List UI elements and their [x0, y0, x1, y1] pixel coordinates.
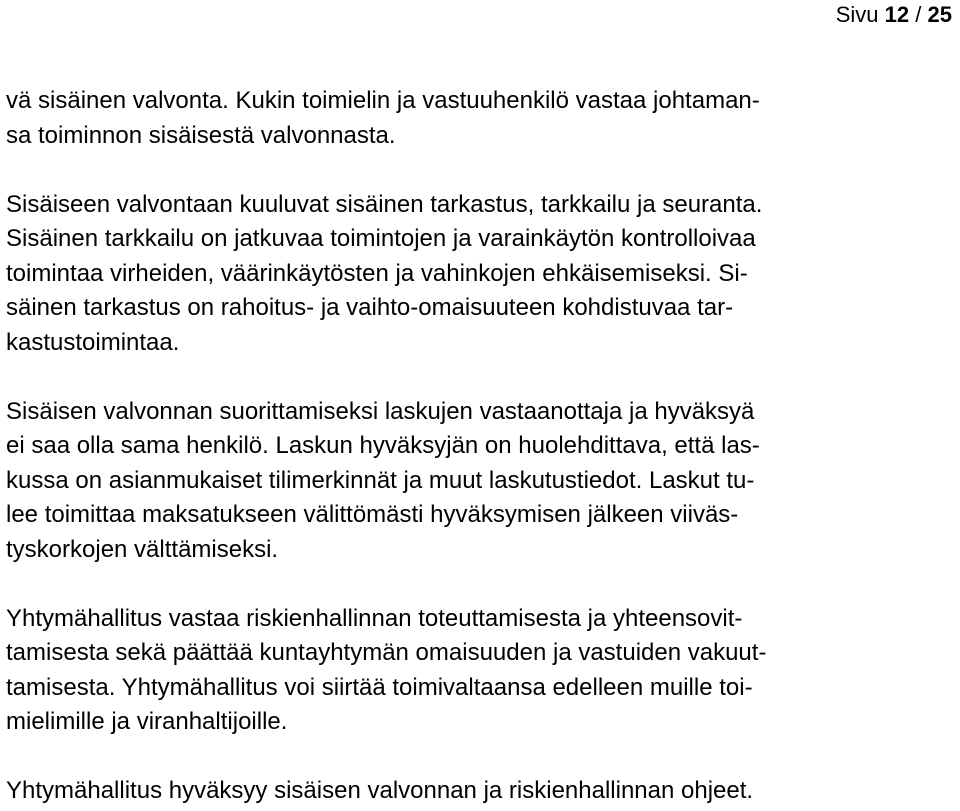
paragraph-spacer [6, 360, 954, 395]
text-line: vä sisäinen valvonta. Kukin toimielin ja vastuuhenkilö vastaa johtaman- [6, 87, 760, 114]
page-number-label: Sivu [835, 2, 879, 27]
text-line: Sisäinen tarkkailu on jatkuvaa toimintojen ja varainkäytön kontrolloivaa [6, 225, 756, 252]
text-line: Yhtymähallitus hyväksyy sisäisen valvonnan ja riskienhallinnan ohjeet. [6, 777, 754, 804]
text-line: Sisäisen valvonnan suorittamiseksi laskujen vastaanottaja ja hyväksyä [6, 397, 755, 425]
paragraph-guidelines-approval [6, 774, 954, 809]
text-line: sa toiminnon sisäisestä valvonnasta. [6, 121, 396, 149]
text-line: tamisesta. Yhtymähallitus voi siirtää toimivaltaansa edelleen muille toi- [6, 673, 753, 701]
text-line: kastustoimintaa. [6, 328, 180, 356]
text-line: Sisäiseen valvontaan kuuluvat sisäinen tarkastus, tarkkailu ja seuranta. [6, 190, 763, 218]
paragraph-internal-audit [6, 188, 954, 361]
paragraph-spacer [6, 153, 954, 188]
page-number [836, 2, 952, 28]
paragraph-risk-management [6, 602, 954, 740]
text-line: toimintaa virheiden, väärinkäytösten ja vahinkojen ehkäisemiseksi. Si- [6, 259, 748, 287]
paragraph-spacer [6, 567, 954, 602]
page-number-current: 12 [884, 2, 910, 27]
text-line: lee toimittaa maksatukseen välittömästi hyväksymisen jälkeen viiväs- [6, 501, 739, 528]
document-body [6, 84, 954, 809]
paragraph-internal-control-intro [6, 84, 954, 153]
text-line: kussa on asianmukaiset tilimerkinnät ja muut laskutustiedot. Laskut tu- [6, 466, 755, 494]
text-line: ei saa olla sama henkilö. Laskun hyväksyjän on huolehdittava, että las- [6, 432, 760, 459]
page-number-total: 25 [927, 2, 952, 27]
text-line: säinen tarkastus on rahoitus- ja vaihto-omaisuuteen kohdistuvaa tar- [6, 294, 734, 321]
paragraph-invoice-approval [6, 395, 954, 568]
text-line: tyskorkojen välttämiseksi. [6, 535, 279, 563]
text-line: tamisesta sekä päättää kuntayhtymän omaisuuden ja vastuiden vakuut- [6, 639, 767, 666]
paragraph-spacer [6, 740, 954, 775]
text-line: Yhtymähallitus vastaa riskienhallinnan toteuttamisesta ja yhteensovit- [6, 604, 743, 632]
text-line: mielimille ja viranhaltijoille. [6, 708, 288, 735]
page-number-separator: / [915, 2, 922, 27]
